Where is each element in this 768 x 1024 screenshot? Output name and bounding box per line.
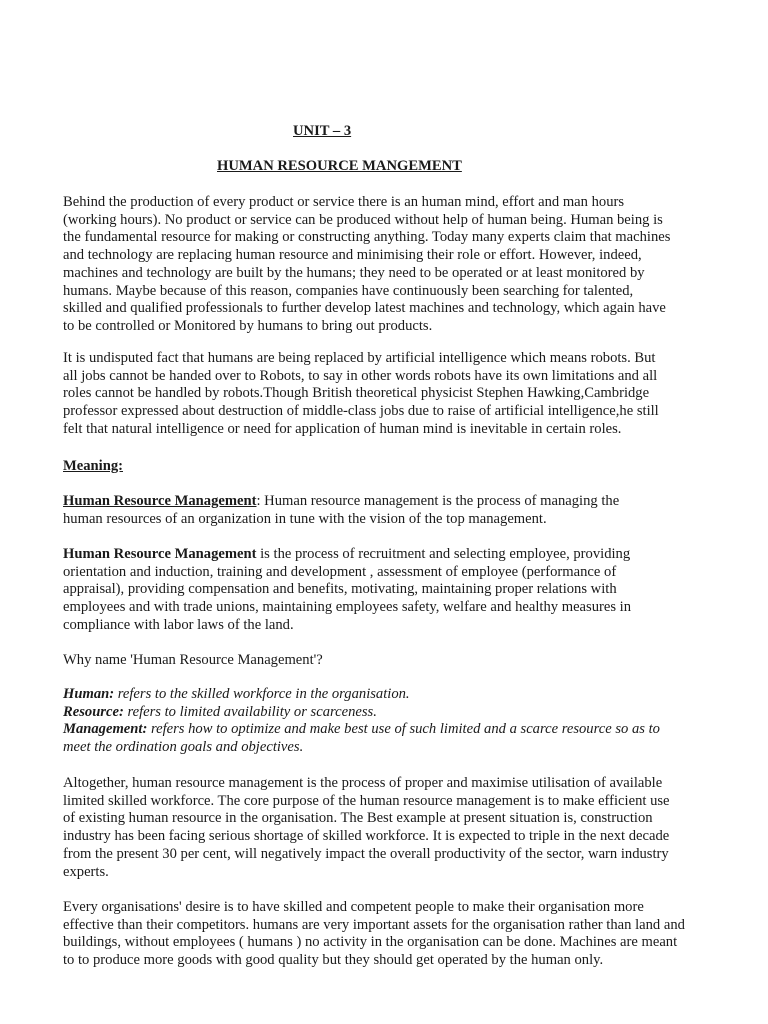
text-line: machines and technology are built by the humans; they need to be operated or at least monitored by xyxy=(63,264,645,281)
definition-text: : Human resource management is the process of managing the xyxy=(256,493,620,509)
text-line: Altogether, human resource management is the process of proper and maximise utilisation of available xyxy=(63,775,663,791)
text-line: appraisal), providing compensation and benefits, motivating, maintaining proper relations with xyxy=(63,581,617,598)
unit-title: UNIT – 3 xyxy=(293,123,352,139)
intro-paragraph xyxy=(63,194,695,336)
text-line: to to produce more goods with good quality but they should get operated by the human only. xyxy=(63,952,604,969)
text-line: Why name 'Human Resource Management'? xyxy=(63,652,323,668)
desire-paragraph xyxy=(63,899,695,970)
ai-paragraph xyxy=(63,350,695,439)
text-line xyxy=(63,704,695,722)
text-line: to be controlled or Monitored by humans to bring out products. xyxy=(63,317,433,334)
text-line: buildings, without employees ( humans ) no activity in the organisation can be done. Machines are meant xyxy=(63,934,678,951)
text-line: Behind the production of every product or service there is an human mind, effort and man hours xyxy=(63,194,625,210)
text-line: skilled and qualified professionals to further develop latest machines and technology, which again have xyxy=(63,300,666,317)
text-line: felt that natural intelligence or need for application of human mind is inevitable in certain roles. xyxy=(63,420,622,437)
text-line xyxy=(63,686,695,704)
definition-text: is the process of recruitment and selecting employee, providing xyxy=(256,546,631,562)
text-line xyxy=(63,546,695,564)
text-line: all jobs cannot be handed over to Robots, to say in other words robots have its own limitations and all xyxy=(63,367,658,384)
text-line: roles cannot be handled by robots.Though British theoretical physicist Stephen Hawking,Cambridge xyxy=(63,385,650,402)
why-question xyxy=(63,652,695,670)
text-line: humans. Maybe because of this reason, companies have continuously been searching for talented, xyxy=(63,282,634,299)
altogether-paragraph xyxy=(63,775,695,881)
meaning-heading: Meaning: xyxy=(63,458,123,474)
text-line: and technology are replacing human resource and minimising their role or effort. However, indeed, xyxy=(63,247,642,264)
text-line: meet the ordination goals and objectives. xyxy=(63,739,304,756)
definition-paragraph-1 xyxy=(63,493,695,528)
text-line: orientation and induction, training and development , assessment of employee (performance of xyxy=(63,563,617,580)
text-line: It is undisputed fact that humans are being replaced by artificial intelligence which means robots. But xyxy=(63,350,656,366)
terms-paragraph xyxy=(63,686,695,757)
text-line: employees and with trade unions, maintaining employees safety, welfare and healthy measures in xyxy=(63,599,632,616)
text-line: industry has been facing serious shortage of skilled workforce. It is expected to triple in the next decade xyxy=(63,828,670,845)
text-line: experts. xyxy=(63,863,109,880)
text-line: the fundamental resource for making or constructing anything. Today many experts claim that machines xyxy=(63,229,671,246)
text-line xyxy=(63,493,695,511)
definition-paragraph-2 xyxy=(63,546,695,635)
text-line: from the present 30 per cent, will negatively impact the overall productivity of the sector, warn industry xyxy=(63,845,669,862)
management-text: refers how to optimize and make best use of such limited and a scarce resource so as to xyxy=(147,721,660,738)
text-line: human resources of an organization in tune with the vision of the top management. xyxy=(63,510,547,527)
human-label: Human: xyxy=(63,686,115,702)
text-line: limited skilled workforce. The core purpose of the human resource management is to make efficient use xyxy=(63,792,670,809)
hrm-term: Human Resource Management xyxy=(63,493,257,509)
resource-label: Resource: xyxy=(63,703,124,720)
hrm-term: Human Resource Management xyxy=(63,546,257,562)
resource-text: refers to limited availability or scarceness. xyxy=(123,703,377,720)
text-line: Every organisations' desire is to have skilled and competent people to make their organisation more xyxy=(63,899,644,915)
text-line: compliance with labor laws of the land. xyxy=(63,616,294,633)
document-title: HUMAN RESOURCE MANGEMENT xyxy=(217,158,462,174)
human-text: refers to the skilled workforce in the organisation. xyxy=(114,686,410,702)
text-line: of existing human resource in the organisation. The Best example at present situation is, construction xyxy=(63,810,653,827)
text-line: professor expressed about destruction of middle-class jobs due to raise of artificial intelligence,he still xyxy=(63,403,659,420)
text-line: effective than their competitors. humans are very important assets for the organisation rather than land and xyxy=(63,916,685,933)
management-label: Management: xyxy=(63,721,148,738)
text-line: (working hours). No product or service can be produced without help of human being. Human being is xyxy=(63,211,663,228)
text-line xyxy=(63,721,695,739)
